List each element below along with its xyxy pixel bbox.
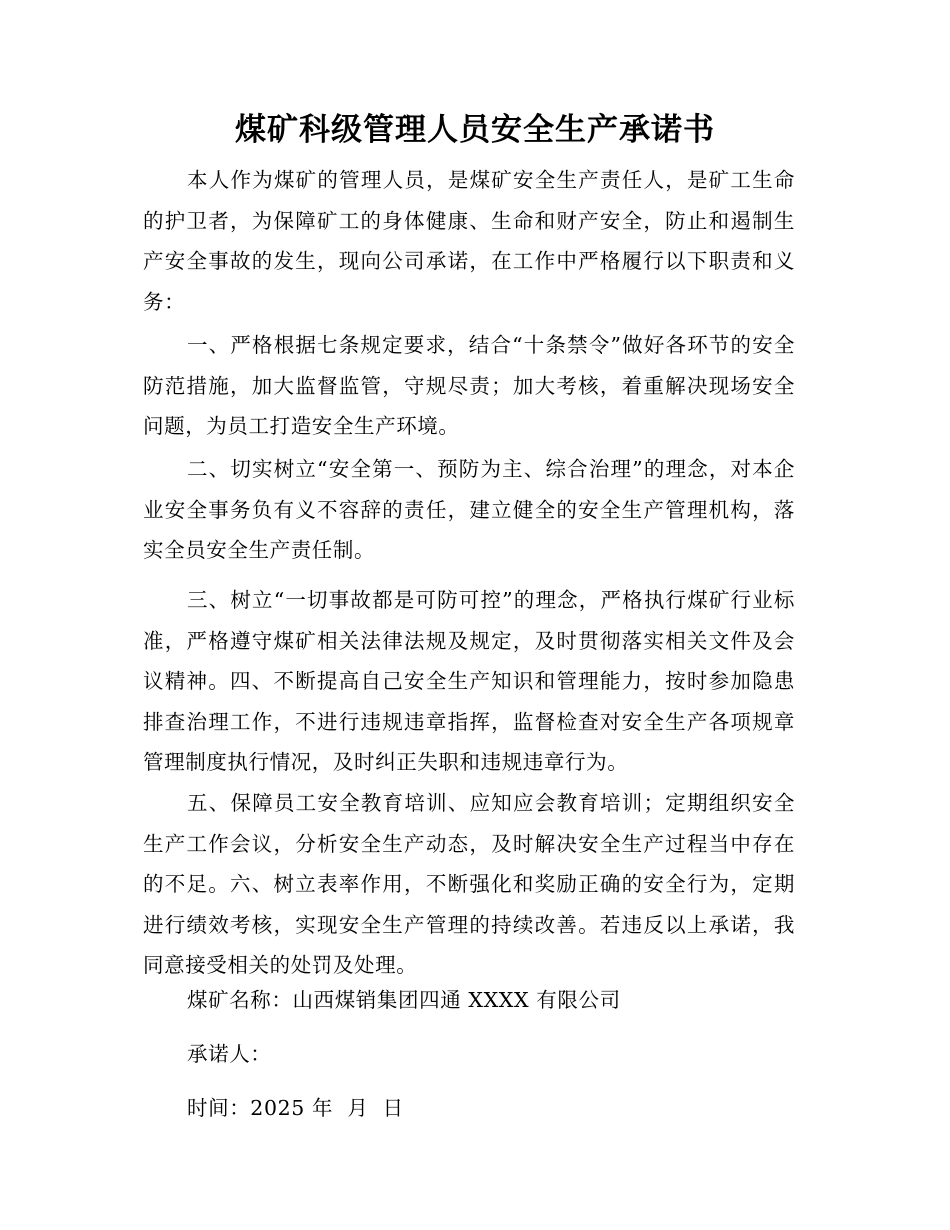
date-field: 时间：2025 年 月 日	[187, 1096, 404, 1120]
intro-paragraph: 本人作为煤矿的管理人员，是煤矿安全生产责任人，是矿工生命的护卫者，为保障矿工的身体健康、生命和财产安全，防止和遏制生产安全事故的发生，现向公司承诺，在工作中严格履行以下职责和义务：	[143, 168, 795, 314]
commitment-paragraph-2: 二、切实树立“安全第一、预防为主、综合治理”的理念，对本企业安全事务负有义不容辞的责任，建立健全的安全生产管理机构，落实全员安全生产责任制。	[143, 457, 795, 562]
commitment-paragraph-1: 一、严格根据七条规定要求，结合“十条禁令”做好各环节的安全防范措施，加大监督监管，守规尽责；加大考核，着重解决现场安全问题，为员工打造安全生产环境。	[143, 333, 795, 438]
promisor-field: 承诺人：	[187, 1042, 272, 1066]
document-title: 煤矿科级管理人员安全生产承诺书	[235, 112, 715, 148]
commitment-paragraph-3-4: 三、树立“一切事故都是可防可控”的理念，严格执行煤矿行业标准，严格遵守煤矿相关法律法规及规定，及时贯彻落实相关文件及会议精神。四、不断提高自己安全生产知识和管理能力，按时参加隐患排查治理工作，不进行违规违章指挥，监督检查对安全生产各项规章管理制度执行情况，及时纠正失职和违规违章行为。	[143, 588, 795, 774]
commitment-paragraph-5-6: 五、保障员工安全教育培训、应知应会教育培训；定期组织安全生产工作会议，分析安全生产动态，及时解决安全生产过程当中存在的不足。六、树立表率作用，不断强化和奖励正确的安全行为，定期进行绩效考核，实现安全生产管理的持续改善。若违反以上承诺，我同意接受相关的处罚及处理。	[143, 791, 795, 977]
coal-mine-name: 煤矿名称：山西煤销集团四通 XXXX 有限公司	[187, 988, 621, 1012]
